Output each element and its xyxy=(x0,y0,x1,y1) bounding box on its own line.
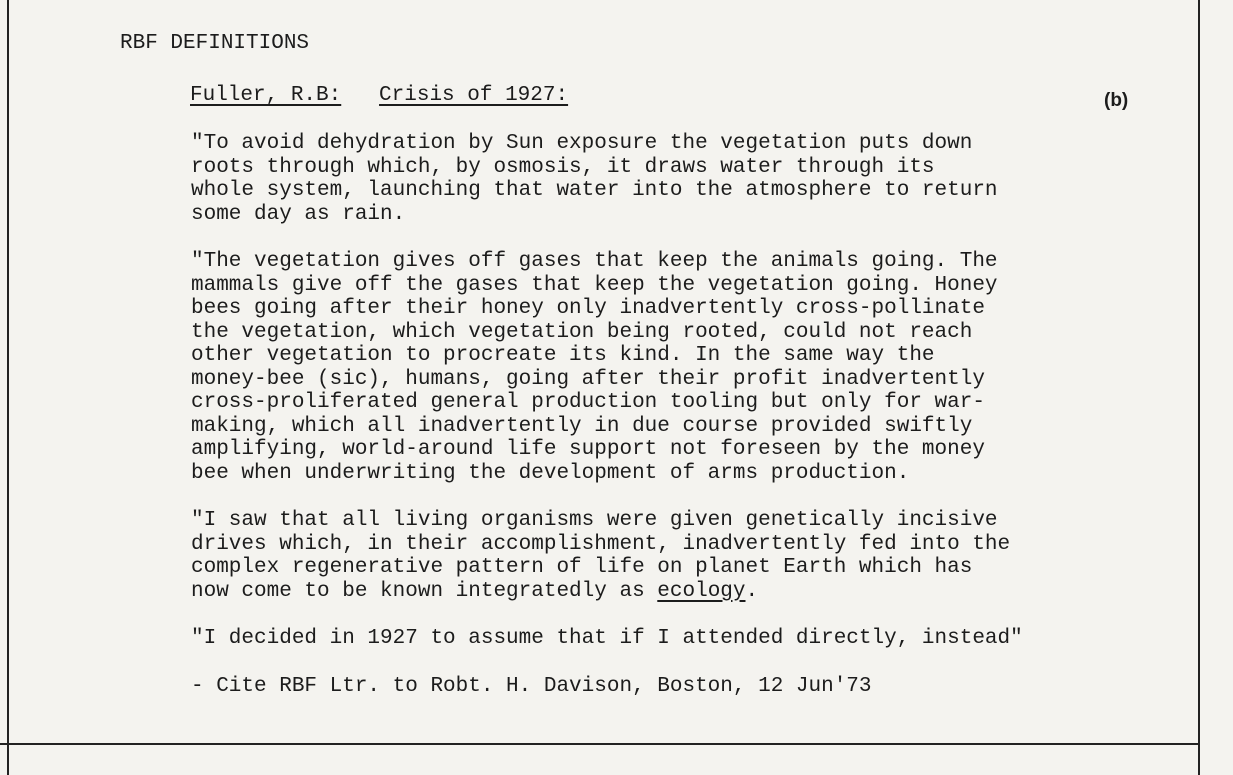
ecology-term: ecology xyxy=(657,579,746,603)
quote-paragraph-3 xyxy=(191,509,1121,603)
section-marker: (b) xyxy=(1104,90,1129,111)
page-title: RBF DEFINITIONS xyxy=(120,32,310,55)
quote-paragraph-4: "I decided in 1927 to assume that if I attended directly, instead" xyxy=(191,627,1023,650)
reference-line xyxy=(190,84,568,107)
reference-topic: Crisis of 1927: xyxy=(379,84,569,107)
citation-line: - Cite RBF Ltr. to Robt. H. Davison, Boston, 12 Jun'73 xyxy=(191,674,872,698)
quote-body xyxy=(191,132,1121,722)
bottom-border-rule xyxy=(0,743,1200,745)
right-border-rule xyxy=(1198,0,1200,775)
reference-author: Fuller, R.B: xyxy=(190,84,342,107)
quote-paragraph-2: "The vegetation gives off gases that keep the animals going. The mammals give off the gases that keep the vegetation going. Honey bees going after their honey only inadvertently cross-pollinate the vegetation, which vegetation being rooted, could not reach other vegetation to procreate its kind. In the same way the money-bee (sic), humans, going after their profit inadvertently cross-proliferated general production tooling but only for war- making, which all inadvertently in due course provided swiftly amplifying, world-around life support not foreseen by the money bee when underwriting the development of arms production. xyxy=(191,250,998,485)
quote-paragraph-3-end: . xyxy=(745,579,759,603)
quote-paragraph-1: "To avoid dehydration by Sun exposure the vegetation puts down roots through which, by osmosis, it draws water through its whole system, launching that water into the atmosphere to return some day as rain. xyxy=(191,132,998,226)
left-border-rule xyxy=(7,0,9,775)
quote-paragraph-3-text: "I saw that all living organisms were given genetically incisive drives which, in their accomplishment, inadvertently fed into the complex regenerative pattern of life on planet Earth which has now come to be known integratedly as xyxy=(191,509,1011,603)
